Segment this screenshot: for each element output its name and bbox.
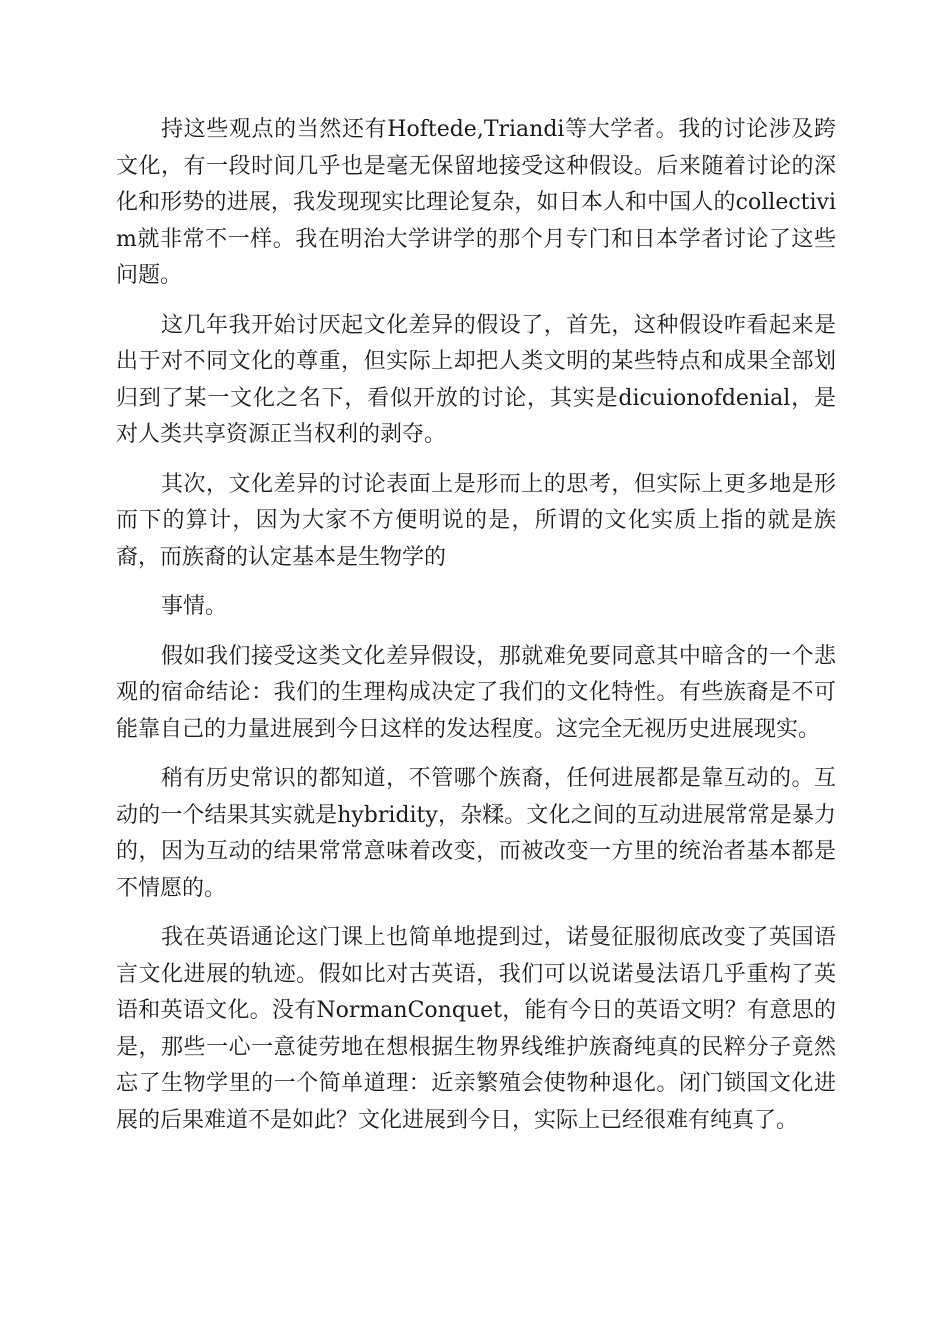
document-body	[116, 112, 836, 1152]
paragraph-3: 其次，文化差异的讨论表面上是形而上的思考，但实际上更多地是形而下的算计，因为大家不方便明说的是，所谓的文化实质上指的就是族裔，而族裔的认定基本是生物学的	[116, 471, 836, 570]
paragraph-6: 稍有历史常识的都知道，不管哪个族裔，任何进展都是靠互动的。互动的一个结果其实就是hybridity，杂糅。文化之间的互动进展常常是暴力的，因为互动的结果常常意味着改变，而被改变一方里的统治者基本都是不情愿的。	[116, 766, 836, 901]
paragraph-4: 事情。	[161, 594, 228, 619]
paragraph-2: 这几年我开始讨厌起文化差异的假设了，首先，这种假设咋看起来是出于对不同文化的尊重，但实际上却把人类文明的某些特点和成果全部划归到了某一文化之名下，看似开放的讨论，其实是dicuionofdenial，是对人类共享资源正当权利的剥夺。	[116, 312, 836, 447]
paragraph-5: 假如我们接受这类文化差异假设，那就难免要同意其中暗含的一个悲观的宿命结论：我们的生理构成决定了我们的文化特性。有些族裔是不可能靠自己的力量进展到今日这样的发达程度。这完全无视历史进展现实。	[116, 643, 836, 742]
paragraph-1: 持这些观点的当然还有Hoftede,Triandi等大学者。我的讨论涉及跨文化，有一段时间几乎也是毫无保留地接受这种假设。后来随着讨论的深化和形势的进展，我发现现实比理论复杂，如日本人和中国人的collectivim就非常不一样。我在明治大学讲学的那个月专门和日本学者讨论了这些问题。	[116, 117, 836, 288]
paragraph-7: 我在英语通论这门课上也简单地提到过，诺曼征服彻底改变了英国语言文化进展的轨迹。假如比对古英语，我们可以说诺曼法语几乎重构了英语和英语文化。没有NormanConquet，能有今日的英语文明？有意思的是，那些一心一意徒劳地在想根据生物界线维护族裔纯真的民粹分子竟然忘了生物学里的一个简单道理：近亲繁殖会使物种退化。闭门锁国文化进展的后果难道不是如此？文化进展到今日，实际上已经很难有纯真了。	[116, 925, 836, 1133]
